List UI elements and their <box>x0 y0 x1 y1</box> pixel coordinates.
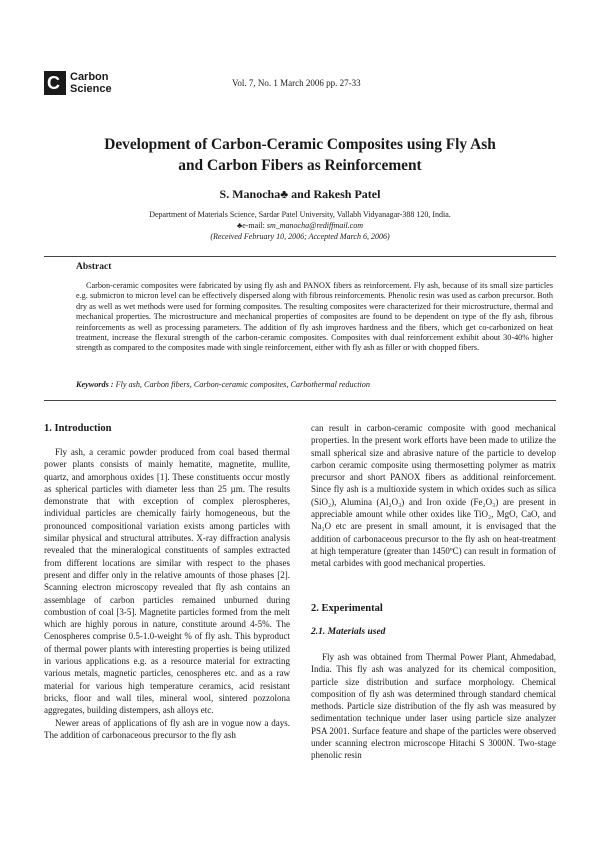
section-introduction-heading: 1. Introduction <box>44 423 112 434</box>
carbon-science-logo-icon: C <box>44 71 66 95</box>
keywords-label: Keywords : <box>76 380 114 389</box>
authors: S. Manocha♣ and Rakesh Patel <box>219 187 381 201</box>
left-column <box>44 446 290 741</box>
intro-paragraph-3: can result in carbon-ceramic composite with good mechanical properties. In the present work efforts have been made to utilize the small spherical size and abrasive nature of the particle to develop carbon ceramic composite using thermosetting polymer as matrix precursor and short PANOX fibers as additional reinforcement. Since fly ash is a multioxide system in which oxides such as silica (SiO₂), Alumina (Al₂O₃) and Iron oxide (Fe₂O₃) are present in appreciable amount while other oxides like TiO₂, MgO, CaO, and Na₂O etc are present in small amount, it is envisaged that the addition of carbonaceous precursor to the fly ash on heat-treatment at high temperature (greater than 1450ºC) can result in formation of metal carbides with good mechanical properties. <box>311 423 556 569</box>
materials-paragraph-1: Fly ash was obtained from Thermal Power Plant, Ahmedabad, India. This fly ash was analyzed for its chemical composition, particle size distribution and surface morphology. Chemical composition of fly ash was determined through standard chemical methods. Particle size distribution of the fly ash was measured by sedimentation technique under laser using particle size analyzer PSA 2001. Surface feature and shape of the particles were observed under scanning electron microscope Hitachi S 3000N. Two-stage phenolic resin <box>311 652 556 761</box>
affiliation: Department of Materials Science, Sardar Patel University, Vallabh Vidyanagar-388 120, India. <box>149 210 451 219</box>
received-dates: (Received February 10, 2006; Accepted March 6, 2006) <box>210 232 390 241</box>
keywords <box>76 380 553 389</box>
right-column <box>311 422 556 570</box>
keywords-value: Fly ash, Carbon fibers, Carbon-ceramic composites, Carbothermal reduction <box>115 380 370 389</box>
materials-column <box>311 651 556 762</box>
intro-paragraph-1: Fly ash, a ceramic powder produced from coal based thermal power plants consists of mainly hematite, magnetite, mullite, quartz, and amorphous oxides [1]. These constituents occur mostly as spherical particles with diameter less than 25 µm. The results demonstrate that with exception of complex plerospheres, individual particles are chemically fairly homogeneous, but the pronounced compositional variation exists among particles with similar physical and structural attributes. X-ray diffraction analysis revealed that the mineralogical constituents of samples extracted from different locations are similar with respect to the phases present and differ only in the relative amounts of those phases [2]. Scanning electron microscopy revealed that fly ash contains an assemblage of carbon particles remained unburned during combustion of coal [3-5]. Magnetite particles formed from the melt which are highly porous in nature, constitute around 4-5%. The Cenospheres comprise 0.5-1.0-weight % of fly ash. This byproduct of thermal power plants with interesting properties is being utilized in various applications e.g. as a resource material for extracting various metals, magnetic particles, cenospheres etc. and as a raw material for various high temperature ceramics, acid resistant bricks, floor and wall tiles, mineral wool, sintered pozzolona aggregates, building distempers, ash alloys etc. <box>44 447 290 716</box>
abstract-text: Carbon-ceramic composites were fabricated by using fly ash and PANOX fibers as reinforcement. Fly ash, because of its small size particles e.g. submicron to micron level can be effectively dispersed along with fibrous reinforcements. Phenolic resin was used as carbon precursor. Both dry as well as wet methods were used for forming composites. The resulting composites were characterized for their microstructure, thermal and mechanical properties. The microstructure and mechanical properties of composites are found to be dependent on type of the fly ash, fibrous reinforcements as well as processing parameters. The addition of fly ash improves hardness and the fibers, which get co-carbonized on heat treatment, increase the flexural strength of the carbon-ceramic composites. Composites with dual reinforcement exhibit about 30-40% higher strength as compared to the composites made with single reinforcement, either with fly ash as filler or with chopped fibers. <box>76 281 553 353</box>
email-prefix: ♣e-mail: <box>236 221 267 230</box>
subsection-materials-heading: 2.1. Materials used <box>311 627 386 637</box>
journal-logo <box>44 71 112 95</box>
journal-name <box>70 71 112 95</box>
logo-line-1: Carbon <box>70 71 109 83</box>
intro-paragraph-2: Newer areas of applications of fly ash are in vogue now a days. The addition of carbonaceous precursor to the fly ash <box>44 717 290 740</box>
title-line-1: Development of Carbon-Ceramic Composites using Fly Ash <box>104 136 496 153</box>
volume-info: Vol. 7, No. 1 March 2006 pp. 27-33 <box>232 78 361 88</box>
title-line-2: and Carbon Fibers as Reinforcement <box>178 157 422 174</box>
email: sm_manocha@rediffmail.com <box>266 221 364 230</box>
paper-title <box>60 134 540 176</box>
email-line <box>0 220 600 231</box>
logo-line-2: Science <box>70 83 112 95</box>
section-experimental-heading: 2. Experimental <box>311 603 383 614</box>
affiliation-block <box>0 209 600 242</box>
abstract-heading: Abstract <box>76 262 112 272</box>
